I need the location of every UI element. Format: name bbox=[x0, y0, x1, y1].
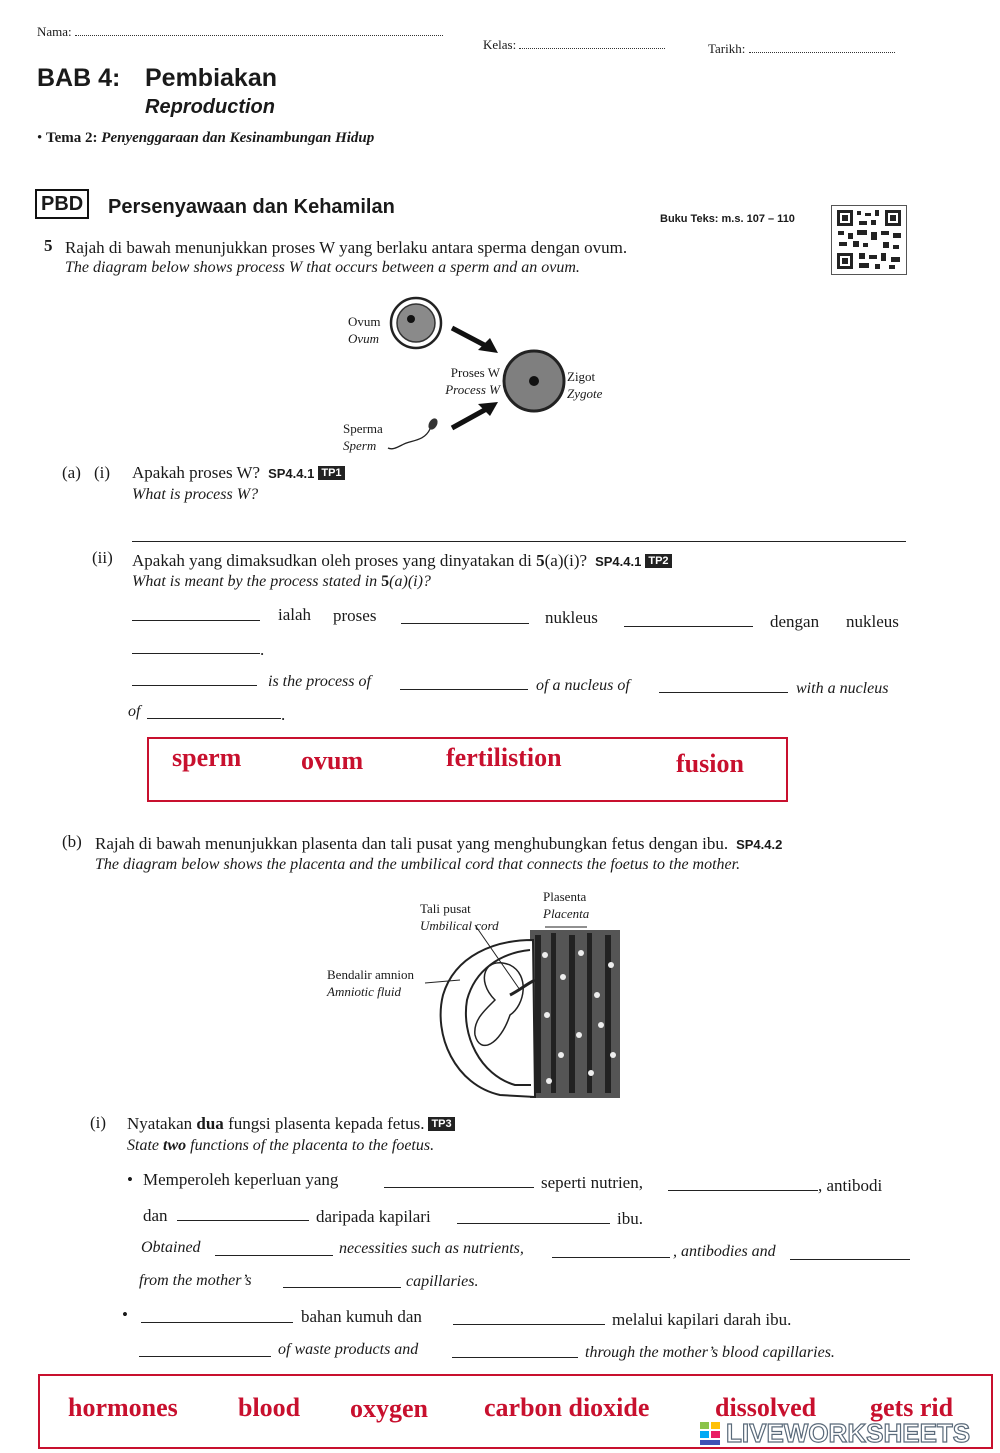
b-i-question-en bbox=[127, 1137, 434, 1155]
label-ovum bbox=[348, 313, 381, 347]
part-a-i-question bbox=[132, 463, 345, 483]
b2-en-b: through the mother’s blood capillaries. bbox=[585, 1344, 835, 1361]
a-ii-en-period: . bbox=[281, 705, 286, 724]
liveworksheets-watermark bbox=[700, 1418, 970, 1449]
b-i-q-pre: Nyatakan bbox=[127, 1114, 193, 1133]
a-ii-en-w1: is the process of bbox=[268, 673, 371, 690]
label-amnion-ms: Bendalir amnion bbox=[327, 967, 415, 982]
b2-en-blank-2[interactable] bbox=[452, 1356, 578, 1358]
a-ii-en-blank-4[interactable] bbox=[147, 717, 281, 719]
part-a-label: (a) bbox=[62, 463, 81, 482]
b1-en-d: from the mother’s bbox=[139, 1272, 252, 1289]
b1-en-a: Obtained bbox=[141, 1239, 201, 1256]
a-ii-ms-w5: nukleus bbox=[846, 612, 899, 631]
chapter-title-en: Reproduction bbox=[145, 96, 275, 118]
b2-ms-a: bahan kumuh dan bbox=[301, 1307, 422, 1326]
b1-en-blank-2[interactable] bbox=[552, 1256, 670, 1258]
bullet-2-marker: • bbox=[122, 1305, 128, 1324]
part-b-i-num: (i) bbox=[90, 1113, 107, 1132]
chapter-title: Pembiakan bbox=[145, 64, 278, 92]
a-ii-sp-code: SP4.4.1 bbox=[595, 554, 642, 569]
a-ii-ms-w3: nukleus bbox=[545, 608, 598, 627]
a-ii-en-w3: with a nucleus bbox=[796, 680, 889, 697]
b-sp-code: SP4.4.2 bbox=[736, 837, 783, 852]
b-i-q-bold: dua bbox=[196, 1114, 224, 1133]
a-ii-ms-w1: ialah bbox=[278, 605, 312, 624]
b1-en-blank-1[interactable] bbox=[215, 1254, 333, 1256]
qr-code-icon bbox=[831, 205, 907, 275]
b1-ms-a: Memperoleh keperluan yang bbox=[143, 1170, 339, 1189]
b1-en-blank-3[interactable] bbox=[790, 1258, 910, 1260]
label-placenta-ms: Plasenta bbox=[543, 889, 587, 904]
answer-chip-ovum[interactable]: ovum bbox=[301, 746, 364, 775]
nama-label: Nama: bbox=[37, 24, 72, 39]
a-i-answer-line[interactable] bbox=[132, 541, 906, 542]
a-ii-en-blank-2[interactable] bbox=[400, 688, 528, 690]
a-ii-ms-blank-1[interactable] bbox=[132, 619, 260, 621]
liveworksheets-logo-icon bbox=[700, 1422, 722, 1446]
a-ii-en-w2: of a nucleus of bbox=[536, 677, 630, 694]
kelas-label: Kelas: bbox=[483, 37, 517, 52]
b2-ms-b: melalui kapilari darah ibu. bbox=[612, 1310, 792, 1329]
b1-ms-blank-4[interactable] bbox=[457, 1222, 610, 1224]
a-ii-question-en bbox=[132, 573, 431, 591]
b1-en-blank-4[interactable] bbox=[283, 1286, 401, 1288]
label-sperm bbox=[343, 420, 383, 454]
header-kelas bbox=[483, 37, 665, 53]
label-sperm-en: Sperm bbox=[343, 438, 377, 453]
b1-en-b: necessities such as nutrients, bbox=[339, 1240, 524, 1257]
b1-ms-d: dan bbox=[143, 1206, 168, 1225]
label-cord-ms: Tali pusat bbox=[420, 901, 471, 916]
b-i-q-en-bold: two bbox=[163, 1137, 187, 1154]
b2-ms-blank-2[interactable] bbox=[453, 1323, 605, 1325]
section-title: Persenyawaan dan Kehamilan bbox=[108, 196, 395, 218]
answer-chip-sperm[interactable]: sperm bbox=[172, 743, 242, 772]
label-zygote bbox=[567, 368, 602, 402]
q5-number: 5 bbox=[44, 236, 53, 255]
a-ii-question-en-text: What is meant by the process stated in bbox=[132, 573, 378, 590]
a-ii-ref: 5 bbox=[536, 551, 545, 570]
b2-en-a: of waste products and bbox=[278, 1341, 419, 1358]
part-a-ii-question bbox=[132, 551, 672, 571]
b-i-q-en-pre: State bbox=[127, 1137, 159, 1154]
b1-ms-blank-1[interactable] bbox=[384, 1186, 534, 1188]
b-intro-ms: Rajah di bawah menunjukkan plasenta dan tali pusat yang menghubungkan fetus dengan ibu. bbox=[95, 834, 729, 853]
b-intro-en: The diagram below shows the placenta and the umbilical cord that connects the foetus to the mother. bbox=[95, 856, 741, 873]
b1-ms-b: seperti nutrien, bbox=[541, 1173, 643, 1192]
a-ii-ms-blank-2[interactable] bbox=[401, 622, 529, 624]
answer-chip-fertilistion[interactable]: fertilistion bbox=[446, 743, 562, 772]
label-placenta bbox=[543, 888, 589, 922]
chapter-number: BAB 4: bbox=[37, 64, 121, 92]
b-i-tp-badge: TP3 bbox=[428, 1117, 454, 1131]
label-amnion bbox=[327, 966, 414, 1000]
a-ii-ms-blank-4[interactable] bbox=[132, 652, 260, 654]
a-ii-ref-tail-en: (a)(i)? bbox=[389, 573, 431, 590]
a-ii-en-blank-1[interactable] bbox=[132, 684, 257, 686]
theme-name: Penyenggaraan dan Kesinambungan Hidup bbox=[101, 130, 375, 146]
tarikh-label: Tarikh: bbox=[708, 41, 746, 56]
a-ii-en-w4: of bbox=[128, 703, 141, 720]
q5-intro-ms: Rajah di bawah menunjukkan proses W yang berlaku antara sperma dengan ovum. bbox=[65, 238, 628, 257]
part-b-intro bbox=[95, 834, 782, 854]
a-i-tp-badge: TP1 bbox=[318, 466, 344, 480]
label-process-ms: Proses W bbox=[450, 365, 500, 380]
b-i-question-ms bbox=[127, 1114, 455, 1134]
b2-ms-blank-1[interactable] bbox=[141, 1321, 293, 1323]
b1-ms-e: daripada kapilari bbox=[316, 1207, 431, 1226]
answer-chip-fusion[interactable]: fusion bbox=[676, 749, 744, 778]
answer-chip-blood[interactable]: blood bbox=[238, 1393, 301, 1422]
a-ii-en-blank-3[interactable] bbox=[659, 691, 788, 693]
label-cord-en: Umbilical cord bbox=[420, 918, 499, 933]
label-ovum-en: Ovum bbox=[348, 331, 380, 346]
theme-bullet: • bbox=[37, 130, 43, 146]
a-i-question-ms: Apakah proses W? bbox=[132, 463, 261, 482]
theme-line bbox=[37, 130, 374, 147]
a-ii-question-ms: Apakah yang dimaksudkan oleh proses yang dinyatakan di bbox=[132, 551, 532, 570]
b1-ms-blank-3[interactable] bbox=[177, 1219, 309, 1221]
label-process-en: Process W bbox=[445, 382, 500, 397]
nama-field[interactable] bbox=[75, 35, 443, 36]
bullet-1-marker: • bbox=[127, 1170, 133, 1189]
label-placenta-en: Placenta bbox=[543, 906, 590, 921]
a-ii-ms-w2: proses bbox=[333, 606, 377, 625]
theme-prefix: Tema 2: bbox=[46, 130, 98, 146]
a-i-sp-code: SP4.4.1 bbox=[268, 466, 315, 481]
b1-en-e: capillaries. bbox=[406, 1273, 479, 1290]
a-ii-ms-period: . bbox=[260, 640, 265, 659]
label-cord bbox=[420, 900, 499, 934]
answer-chip-oxygen[interactable]: oxygen bbox=[350, 1394, 428, 1423]
label-zygote-en: Zygote bbox=[567, 386, 603, 401]
b1-ms-c: , antibodi bbox=[818, 1176, 883, 1195]
a-i-question-en: What is process W? bbox=[132, 486, 259, 503]
label-ovum-ms: Ovum bbox=[348, 314, 381, 329]
label-amnion-en: Amniotic fluid bbox=[327, 984, 402, 999]
b1-ms-f: ibu. bbox=[617, 1209, 643, 1228]
answer-chip-gets-rid[interactable]: gets rid bbox=[870, 1393, 954, 1422]
a-ii-tp-badge: TP2 bbox=[645, 554, 671, 568]
part-a-i-num: (i) bbox=[94, 463, 111, 482]
b2-en-blank-1[interactable] bbox=[139, 1355, 271, 1357]
a-ii-ref-tail: (a)(i)? bbox=[544, 551, 588, 570]
kelas-field[interactable] bbox=[519, 48, 665, 49]
label-zygote-ms: Zigot bbox=[567, 369, 596, 384]
answer-chip-carbon-dioxide[interactable]: carbon dioxide bbox=[484, 1393, 650, 1422]
answer-chip-dissolved[interactable]: dissolved bbox=[715, 1393, 817, 1422]
a-ii-ref-en: 5 bbox=[381, 573, 390, 590]
label-process bbox=[430, 364, 500, 398]
answer-chip-hormones[interactable]: hormones bbox=[68, 1393, 178, 1422]
watermark-text: LIVEWORKSHEETS bbox=[726, 1418, 971, 1448]
part-b-label: (b) bbox=[62, 832, 82, 851]
a-ii-ms-blank-3[interactable] bbox=[624, 625, 753, 627]
b-i-q-post: fungsi plasenta kepada fetus. bbox=[228, 1114, 425, 1133]
pbd-badge: PBD bbox=[35, 189, 89, 219]
label-sperm-ms: Sperma bbox=[343, 421, 383, 436]
header-tarikh bbox=[708, 41, 895, 57]
a-ii-ms-w4: dengan bbox=[770, 612, 820, 631]
b-i-q-en-post: functions of the placenta to the foetus. bbox=[190, 1137, 435, 1154]
textbook-ref: Buku Teks: m.s. 107 – 110 bbox=[660, 213, 795, 225]
b1-ms-blank-2[interactable] bbox=[668, 1189, 818, 1191]
header-nama bbox=[37, 24, 443, 40]
b1-en-c: , antibodies and bbox=[673, 1243, 776, 1260]
tarikh-field[interactable] bbox=[749, 52, 895, 53]
part-a-ii-num: (ii) bbox=[92, 548, 113, 567]
q5-intro-en: The diagram below shows process W that occurs between a sperm and an ovum. bbox=[65, 259, 580, 276]
